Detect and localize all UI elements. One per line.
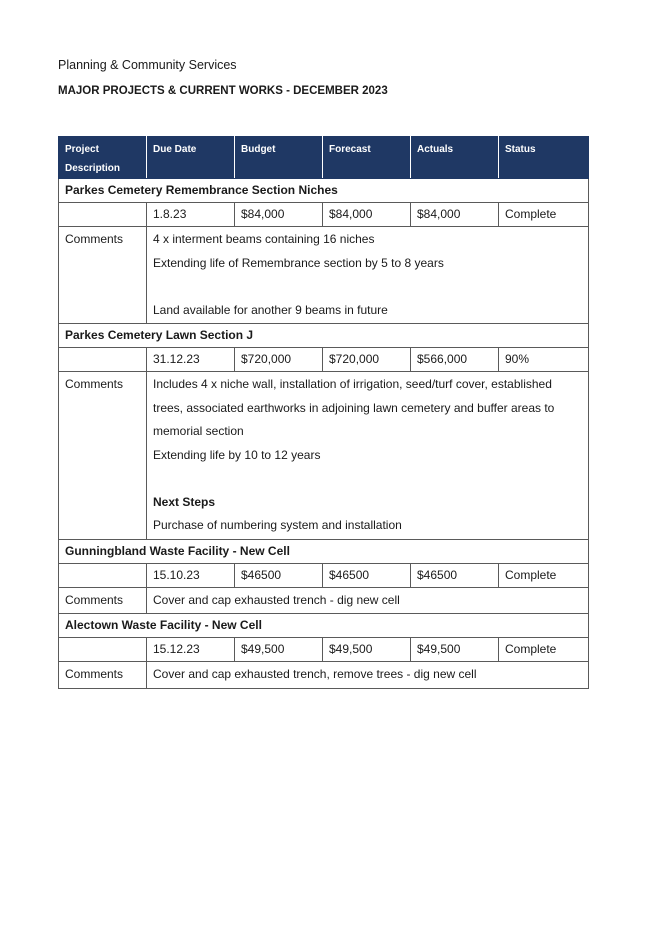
project-description-cell [59,203,147,227]
forecast-cell: $49,500 [323,638,411,662]
project-values-row [59,638,589,662]
comment-line: Includes 4 x niche wall, installation of irrigation, seed/turf cover, established [153,377,552,391]
comments-label [59,587,147,614]
comments-label-text: Comments [65,232,124,246]
due-date-cell: 1.8.23 [147,203,235,227]
comment-line: Extending life by 10 to 12 years [153,447,321,462]
budget-cell: $46500 [235,563,323,587]
department-name: Planning & Community Services [58,58,237,72]
comment-line: Land available for another 9 beams in future [153,302,388,317]
project-title-row [59,179,589,203]
project-comments-row [59,587,589,614]
comments-label-text: Comments [65,667,124,681]
project-name: Alectown Waste Facility - New Cell [59,614,589,638]
comment-line: Purchase of numbering system and installation [153,518,402,532]
project-comments-row [59,662,589,689]
page-title: MAJOR PROJECTS & CURRENT WORKS - DECEMBER 2023 [58,85,388,97]
status-cell: 90% [499,348,589,372]
comments-label-text: Comments [65,592,124,607]
project-description-cell [59,348,147,372]
column-header-project-line2: Description [65,163,121,174]
column-header-project [59,137,147,179]
column-header-status: Status [499,137,589,179]
project-title-row [59,324,589,348]
project-values-row [59,348,589,372]
actuals-cell: $46500 [411,563,499,587]
comments-label [59,372,147,540]
project-name: Gunningbland Waste Facility - New Cell [59,539,589,563]
status-cell: Complete [499,563,589,587]
actuals-cell: $84,000 [411,203,499,227]
comments-cell [147,587,589,614]
column-header-actuals: Actuals [411,137,499,179]
project-title-row [59,539,589,563]
comment-line: Cover and cap exhausted trench - dig new cell [153,592,400,607]
comment-line: Extending life of Remembrance section by 5 to 8 years [153,255,444,270]
forecast-cell: $46500 [323,563,411,587]
forecast-cell: $84,000 [323,203,411,227]
budget-cell: $49,500 [235,638,323,662]
comments-cell [147,372,589,540]
project-comments-row [59,372,589,540]
column-header-project-line1: Project [65,144,99,155]
due-date-cell: 15.10.23 [147,563,235,587]
comments-cell [147,662,589,689]
project-description-cell [59,563,147,587]
project-name: Parkes Cemetery Remembrance Section Niches [59,179,589,203]
comment-line: memorial section [153,424,244,438]
budget-cell: $720,000 [235,348,323,372]
project-values-row [59,563,589,587]
comments-cell [147,227,589,324]
forecast-cell: $720,000 [323,348,411,372]
comment-line: trees, associated earthworks in adjoining lawn cemetery and buffer areas to [153,400,555,415]
project-values-row [59,203,589,227]
projects-table [58,136,589,689]
comment-line: Cover and cap exhausted trench, remove trees - dig new cell [153,667,477,681]
status-cell: Complete [499,203,589,227]
project-description-cell [59,638,147,662]
due-date-cell: 15.12.23 [147,638,235,662]
comments-label [59,662,147,689]
budget-cell: $84,000 [235,203,323,227]
comments-label [59,227,147,324]
comments-label-text: Comments [65,377,124,391]
comment-spacer [153,467,582,491]
project-name: Parkes Cemetery Lawn Section J [59,324,589,348]
comment-spacer [153,275,582,299]
actuals-cell: $566,000 [411,348,499,372]
comment-line: 4 x interment beams containing 16 niches [153,232,375,246]
actuals-cell: $49,500 [411,638,499,662]
project-comments-row [59,227,589,324]
table-header-row [59,137,589,179]
column-header-forecast: Forecast [323,137,411,179]
next-steps-heading: Next Steps [153,494,216,509]
column-header-due-date: Due Date [147,137,235,179]
column-header-budget: Budget [235,137,323,179]
due-date-cell: 31.12.23 [147,348,235,372]
status-cell: Complete [499,638,589,662]
project-title-row [59,614,589,638]
